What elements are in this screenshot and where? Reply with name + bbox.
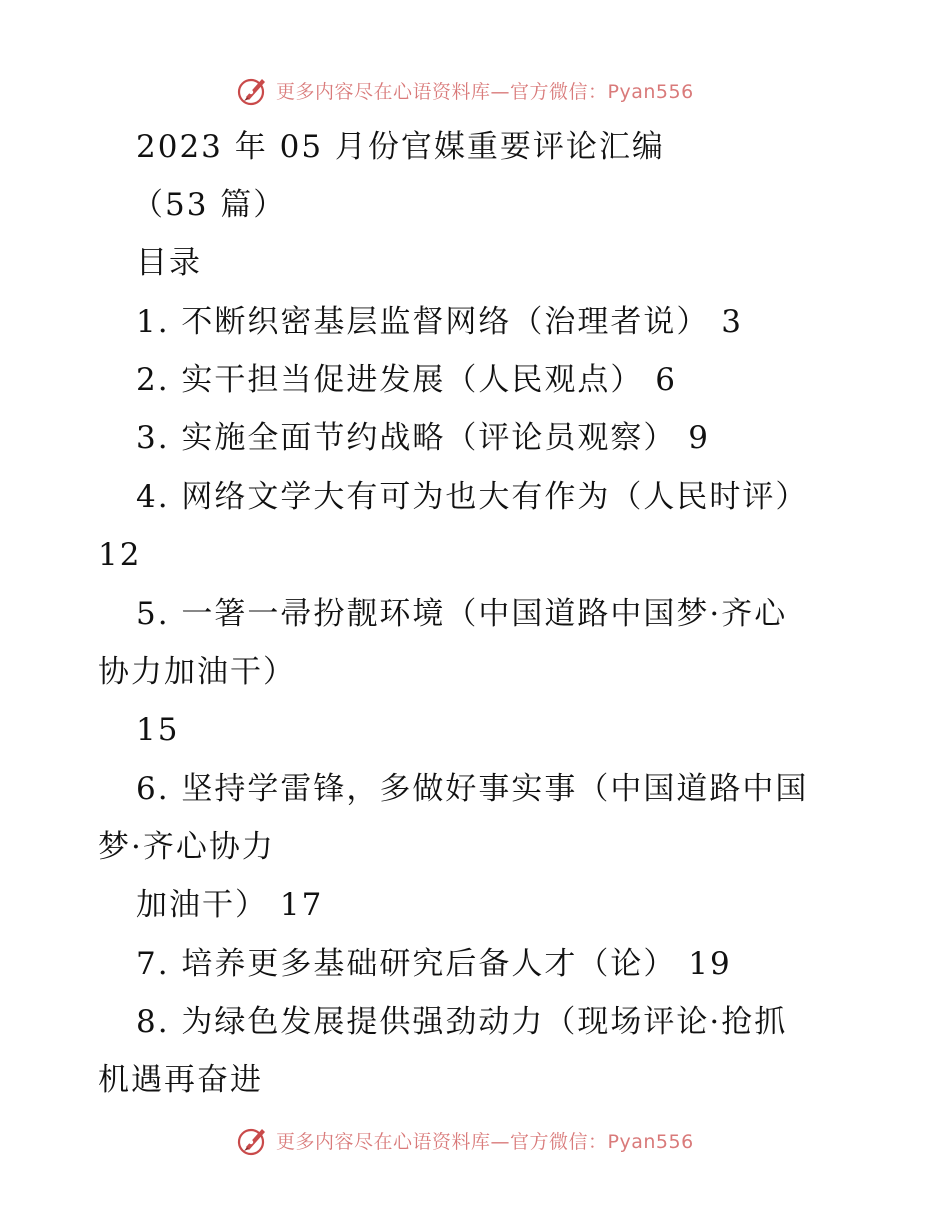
watermark-text-bottom: 更多内容尽在心语资料库—官方微信：Pyan556 <box>276 1130 694 1153</box>
article-count: （53 篇） <box>132 187 287 223</box>
toc-entry-continuation: 15 <box>136 712 180 748</box>
toc-heading: 目录 <box>136 245 202 281</box>
document-title: 2023 年 05 月份官媒重要评论汇编 <box>136 129 665 165</box>
toc-entry: 4. 网络文学大有可为也大有作为（人民时评） <box>136 479 809 515</box>
toc-entry-continuation: 协力加油干） <box>98 654 296 690</box>
toc-entry: 3. 实施全面节约战略（评论员观察） 9 <box>136 420 711 456</box>
toc-entry-continuation: 梦·齐心协力 <box>98 829 275 865</box>
watermark-banner-top <box>236 72 694 108</box>
toc-entry: 5. 一箸一帚扮靓环境（中国道路中国梦·齐心 <box>136 596 788 632</box>
toc-entry: 1. 不断织密基层监督网络（治理者说） 3 <box>136 304 744 340</box>
toc-entry: 2. 实干担当促进发展（人民观点） 6 <box>136 362 678 398</box>
quill-pen-logo-icon <box>236 73 270 107</box>
toc-entry: 6. 坚持学雷锋，多做好事实事（中国道路中国 <box>136 771 809 807</box>
toc-entry: 8. 为绿色发展提供强劲动力（现场评论·抢抓 <box>136 1004 788 1040</box>
toc-entry-continuation: 机遇再奋进 <box>98 1062 263 1098</box>
toc-entry-continuation: 12 <box>98 537 142 573</box>
toc-entry-continuation: 加油干） 17 <box>136 887 324 923</box>
quill-pen-logo-icon <box>236 1123 270 1157</box>
watermark-banner-bottom <box>236 1122 694 1158</box>
watermark-text-top: 更多内容尽在心语资料库—官方微信：Pyan556 <box>276 80 694 103</box>
toc-entry: 7. 培养更多基础研究后备人才（论） 19 <box>136 946 732 982</box>
